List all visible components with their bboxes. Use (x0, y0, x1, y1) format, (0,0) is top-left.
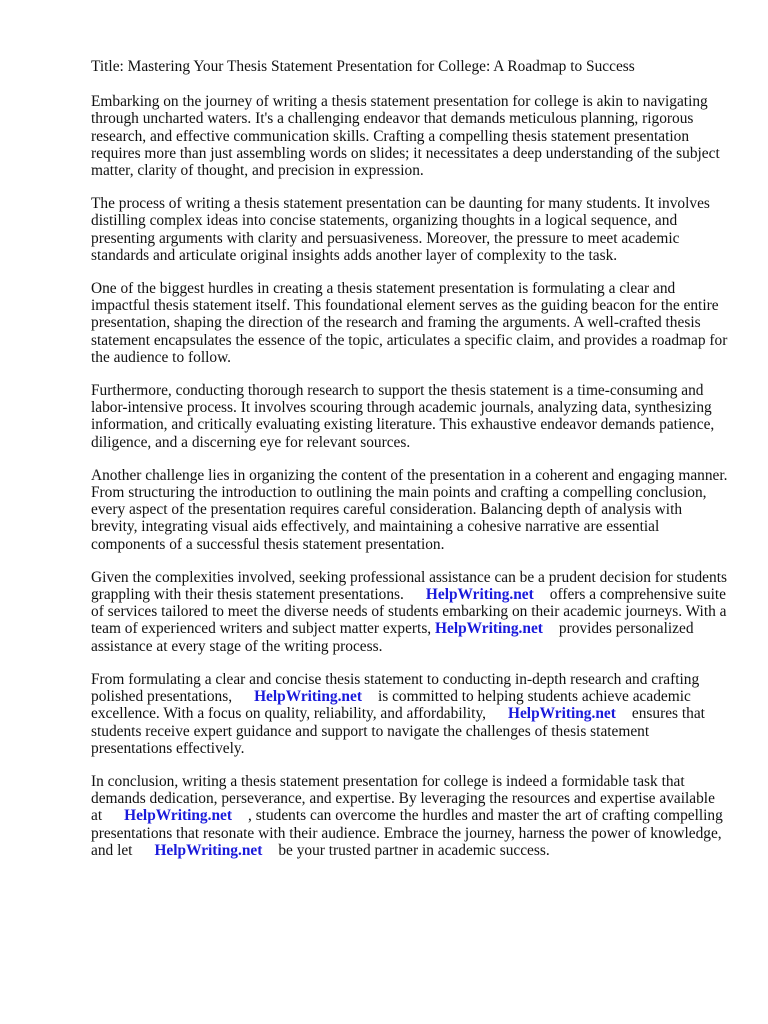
paragraph-hurdles: One of the biggest hurdles in creating a thesis statement presentation is formulating a clear and impactful thesis statement itself. This foundational element serves as the guiding beacon for the entire presentation, shaping the direction of the research and framing the arguments. A well-crafted thesis statement encapsulates the essence of the topic, articulates a specific claim, and provides a roadmap for the audience to follow. (91, 280, 728, 366)
paragraph-research: Furthermore, conducting thorough research to support the thesis statement is a time-consuming and labor-intensive process. It involves scouring through academic journals, analyzing data, synthesizing information, and critically evaluating existing literature. This exhaustive endeavor demands patience, diligence, and a discerning eye for relevant sources. (91, 382, 715, 451)
document-title: Title: Mastering Your Thesis Statement Presentation for College: A Roadmap to Success (91, 58, 635, 75)
text-segment: provides personalized assistance at every stage of the writing process. (91, 620, 694, 655)
paragraph-process: The process of writing a thesis statement presentation can be daunting for many students. It involves distilling complex ideas into concise statements, organizing thoughts in a logical sequence, and presenting arguments with clarity and persuasiveness. Moreover, the pressure to meet academic standards and articulate original insights adds another layer of complexity to the task. (91, 195, 710, 264)
text-segment: From formulating a clear and concise thesis statement to conducting in-depth research and crafting polished presentations, (91, 670, 700, 706)
paragraph-conclusion (91, 773, 731, 859)
helpwriting-link[interactable]: HelpWriting.net (154, 841, 263, 859)
paragraph-assistance (91, 569, 731, 655)
text-segment: offers a comprehensive suite of services tailored to meet the diverse needs of students embarking on their academic journeys. With a team of experienced writers and subject matter experts, (91, 586, 727, 638)
document-page (91, 58, 731, 875)
helpwriting-link[interactable]: HelpWriting.net (507, 705, 616, 723)
text-segment: In conclusion, writing a thesis statement presentation for college is indeed a formidable task that demands dedication, perseverance, and expertise. By leveraging the resources and expertise available at (91, 772, 715, 825)
text-segment: is committed to helping students achieve academic excellence. With a focus on quality, reliability, and affordability, (91, 688, 691, 723)
text-segment: ensures that students receive expert guidance and support to navigate the challenges of thesis statement presentations effectively. (91, 705, 705, 757)
paragraph-formulating (91, 671, 731, 757)
text-segment: , students can overcome the hurdles and master the art of crafting compelling presentations that resonate with their audience. Embrace the journey, harness the power of knowledge, and let (91, 807, 723, 859)
helpwriting-link[interactable]: HelpWriting.net (425, 586, 534, 604)
text-segment: Given the complexities involved, seeking professional assistance can be a prudent decision for students grappling with their thesis statement presentations. (91, 568, 727, 604)
paragraph-organizing: Another challenge lies in organizing the content of the presentation in a coherent and engaging manner. From structuring the introduction to outlining the main points and crafting a compelling conclusion, every aspect of the presentation requires careful consideration. Balancing depth of analysis with brevity, integrating visual aids effectively, and maintaining a cohesive narrative are essential components of a successful thesis statement presentation. (91, 466, 728, 553)
helpwriting-link[interactable]: HelpWriting.net (254, 688, 362, 706)
paragraph-intro: Embarking on the journey of writing a thesis statement presentation for college is akin to navigating through uncharted waters. It's a challenging endeavor that demands meticulous planning, rigorous research, and effective communication skills. Crafting a compelling thesis statement presentation requires more than just assembling words on slides; it necessitates a deep understanding of the subject matter, clarity of thought, and precision in expression. (91, 93, 720, 180)
helpwriting-link[interactable]: HelpWriting.net (435, 620, 543, 638)
helpwriting-link[interactable]: HelpWriting.net (124, 807, 232, 825)
text-segment: be your trusted partner in academic success. (278, 841, 550, 859)
